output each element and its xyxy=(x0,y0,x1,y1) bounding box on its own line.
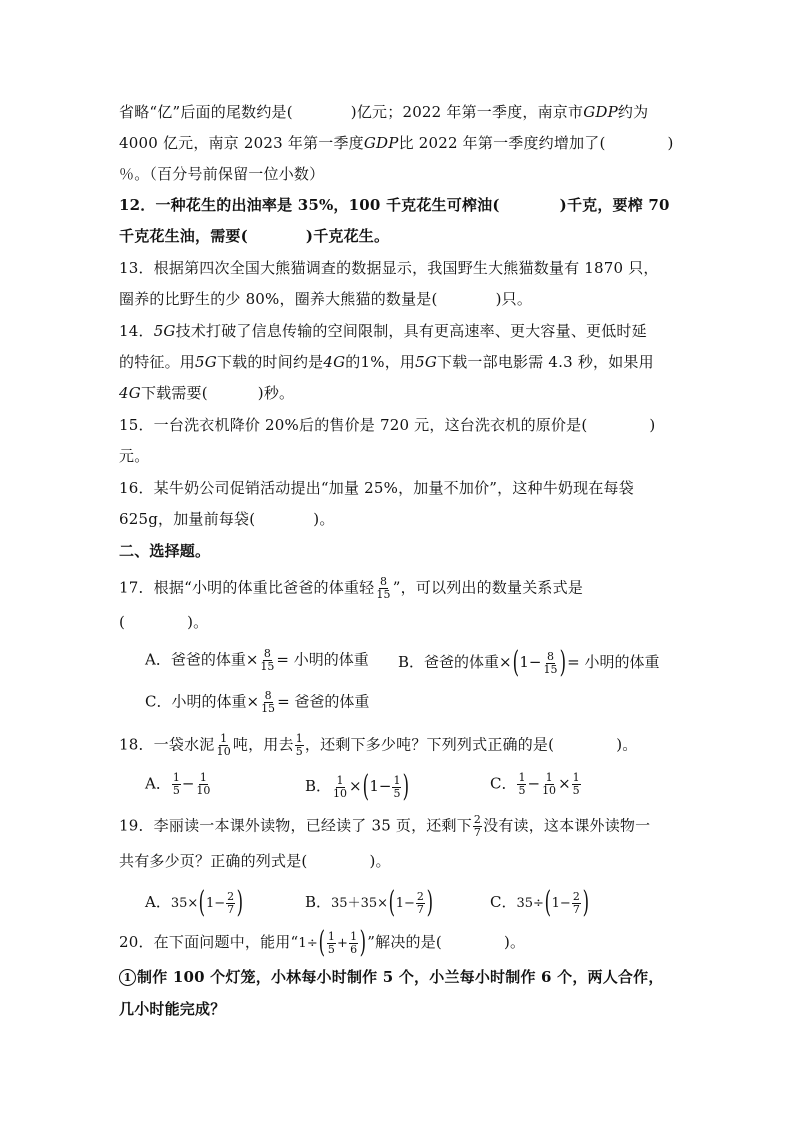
q14-text: 14． xyxy=(119,322,154,340)
fraction: $\frac{2}{7}$ xyxy=(473,813,482,839)
q14-text: 下载的时间约是 xyxy=(216,353,324,371)
q15-text: 15．一台洗衣机降价 20%后的售价是 720 元，这台洗衣机的原价是( xyxy=(119,416,588,434)
q13-line-2 xyxy=(119,289,532,309)
q17-text: ( xyxy=(119,613,126,631)
q19-option-b[interactable]: B．35＋35×(1− $\frac{2}{7}$ ) xyxy=(305,885,433,920)
q17-text: ”，可以列出的数量关系式是 xyxy=(392,578,584,597)
q18-option-a[interactable]: A． $\frac{1}{5}$ − $\frac{1}{10}$ xyxy=(145,771,211,797)
q14-text: 的特征。用 xyxy=(119,353,196,371)
q16-text: 625g，加量前每袋( xyxy=(119,510,256,528)
q12-line-2 xyxy=(119,226,389,246)
q11-text: 省略“亿”后面的尾数约是( xyxy=(119,103,293,121)
q20-item-1: 1 制作 100 个灯笼，小林每小时制作 5 个，小兰每小时制作 6 个，两人合作， xyxy=(119,967,664,987)
q11-gdp: GDP xyxy=(363,134,399,152)
q11-text: 比 2022 年第一季度约增加了( xyxy=(398,134,606,152)
q15-text: ) xyxy=(649,416,656,434)
q12-text: )千克，要榨 70 xyxy=(559,196,670,214)
q14-text: 技术打破了信息传输的空间限制，具有更高速率、更大容量、更低时延 xyxy=(175,322,647,340)
q14-5g: 5G xyxy=(195,353,217,371)
q14-text: )秒。 xyxy=(257,384,295,402)
q11-line-1 xyxy=(119,102,648,122)
fraction: $\frac{8}{15}$ xyxy=(543,649,558,676)
fraction: $\frac{1}{10}$ xyxy=(216,732,231,758)
q19-line-2: 共有多少页？正确的列式是( )。 xyxy=(119,852,391,870)
q20-line-1: 20．在下面问题中，能用“1÷( $\frac{1}{5}$ + $\frac{1}{6}$ )”解决的是( )。 xyxy=(119,925,526,960)
q14-4g: 4G xyxy=(119,384,141,402)
q16-text: )。 xyxy=(313,510,335,528)
q11-line-3: ％。（百分号前保留一位小数） xyxy=(119,165,325,183)
q13-text: )只。 xyxy=(495,290,533,308)
q16-line-2 xyxy=(119,509,335,529)
q18-option-c[interactable]: C． $\frac{1}{5}$ − $\frac{1}{10}$ × $\frac{1}{5}$ xyxy=(490,771,580,797)
q12-line-1 xyxy=(119,195,670,215)
q13-text: 圈养的比野生的少 80%，圈养大熊猫的数量是( xyxy=(119,290,438,308)
q14-5g: 5G xyxy=(153,322,176,340)
q14-line-3 xyxy=(119,383,294,403)
q16-line-1: 16．某牛奶公司促销活动提出“加量 25%，加量不加价”，这种牛奶现在每袋 xyxy=(119,479,634,497)
q15-line-1 xyxy=(119,415,655,435)
q12-text: 千克花生油，需要( xyxy=(119,227,248,245)
q12-text: 12．一种花生的出油率是 35%，100 千克花生可榨油( xyxy=(119,196,500,214)
fraction: $\frac{1}{5}$ xyxy=(295,732,303,758)
q13-line-1: 13．根据第四次全国大熊猫调查的数据显示，我国野生大熊猫数量有 1870 只， xyxy=(119,259,659,277)
q19-option-a[interactable]: A．35×(1− $\frac{2}{7}$ ) xyxy=(145,885,244,920)
q14-line-2 xyxy=(119,352,654,372)
q14-text: 的1%，用 xyxy=(345,353,416,371)
fraction: $\frac{8}{15}$ xyxy=(261,689,276,715)
q17-text: 17．根据“小明的体重比爸爸的体重轻 xyxy=(119,578,375,597)
q17-option-b[interactable]: B．爸爸的体重×(1− $\frac{8}{15}$ )= 小明的体重 xyxy=(398,645,660,680)
q14-text: 下载需要( xyxy=(140,384,208,402)
q17-text: )。 xyxy=(187,613,209,631)
section-heading: 二、选择题。 xyxy=(119,542,211,560)
q17-option-a[interactable]: A．爸爸的体重× $\frac{8}{15}$ = 小明的体重 xyxy=(145,647,369,673)
q19-option-c[interactable]: C．35÷(1− $\frac{2}{7}$ ) xyxy=(490,885,589,920)
q17-line-2 xyxy=(119,612,208,632)
q11-text: 4000 亿元，南京 2023 年第一季度 xyxy=(119,134,364,152)
q14-4g: 4G xyxy=(323,353,346,371)
q15-line-2: 元。 xyxy=(119,447,150,465)
item-number-badge: 1 xyxy=(119,969,136,986)
q18-option-b[interactable]: B． $\frac{1}{10}$ ×(1− $\frac{1}{5}$ ) xyxy=(305,769,410,804)
right-paren: ) xyxy=(560,645,567,680)
q18-line-1: 18．一袋水泥 $\frac{1}{10}$ 吨，用去 $\frac{1}{5}$ ，还剩下多少吨？下列列式正确的是( )。 xyxy=(119,732,638,758)
q14-line-1 xyxy=(119,321,647,341)
q20-item-1-cont: 几小时能完成？ xyxy=(119,1000,226,1018)
q17-option-c[interactable]: C．小明的体重× $\frac{8}{15}$ = 爸爸的体重 xyxy=(145,689,370,715)
left-paren: ( xyxy=(512,645,519,680)
q17-line-1 xyxy=(119,576,583,601)
q14-5g: 5G xyxy=(415,353,438,371)
q19-line-1: 19．李丽读一本课外读物，已经读了 35 页，还剩下 $\frac{2}{7}$ 没有读，这本课外读物一 xyxy=(119,813,651,839)
q12-text: )千克花生。 xyxy=(305,227,390,245)
q11-text: ) xyxy=(667,134,674,152)
fraction: $\frac{8}{15}$ xyxy=(376,575,391,601)
q11-line-2 xyxy=(119,133,674,153)
q11-text: 约为 xyxy=(617,103,649,121)
q11-gdp: GDP xyxy=(583,103,618,121)
q14-text: 下载一部电影需 4.3 秒，如果用 xyxy=(437,353,654,371)
fraction: $\frac{8}{15}$ xyxy=(260,647,275,673)
q11-text: )亿元；2022 年第一季度，南京市 xyxy=(350,103,584,121)
